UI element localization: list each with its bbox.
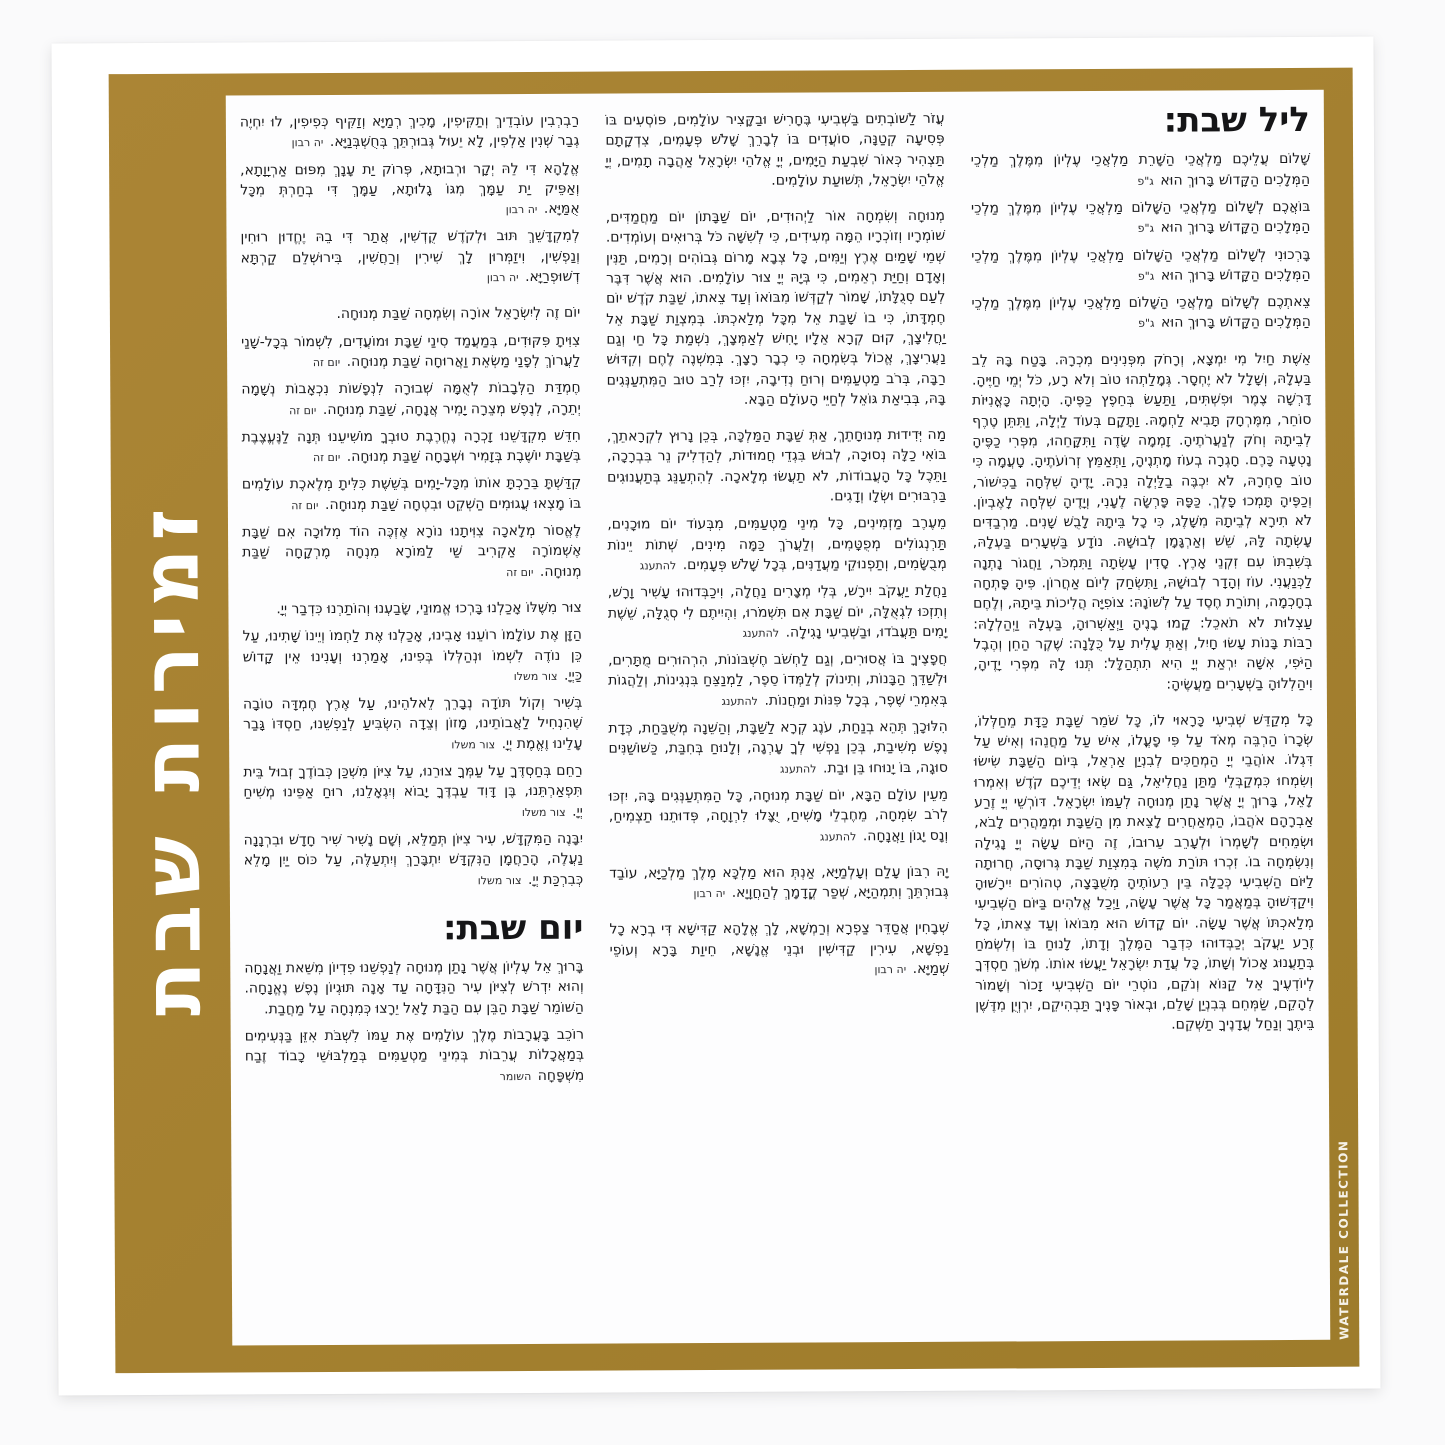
brand-label: WATERDALE COLLECTION: [1336, 1139, 1352, 1340]
refrain-label: להתענג: [639, 559, 680, 573]
stanza: נַחֲלַת יַעֲקֹב יִירָשׁ, בְּלִי מְצָרִים נַחֲלָה, וִיכַבְּדוּהוּ עָשִׁיר וָרָשׁ, וְתִזְכּוּ לִגְאֻלָּה, יוֹם שַׁבָּת אִם תִּשְׁמֹרוּ, וִהְיִיתֶם לִי סְגֻלָּה, שֵׁשֶׁת יָמִים תַּעֲבֹדוּ, וּבַשְּׁבִיעִי נָגִילָה. להתענג: [607, 583, 948, 641]
refrain-label: ג"פ: [1137, 269, 1158, 283]
column-left: [240, 104, 586, 1338]
refrain-label: צור משלו: [521, 805, 570, 819]
stanza: עֲזֹר לַשּׁוֹבְתִים בַּשְּׁבִיעִי בֶּחָרִישׁ וּבַקָּצִיר עוֹלָמִים, פּוֹסְעִים בּוֹ פְּסִיעָה קְטַנָּה, סוֹעֲדִים בּוֹ לְבָרֵךְ שָׁלֹשׁ פְּעָמִים, צִדְקָתָם תַּצְהִיר כְּאוֹר שִׁבְעַת הַיָּמִים, יְיָ אֱלֹהֵי יִשְׂרָאֵל אַהֲבָה תָמִים, יְיָ אֱלֹהֵי יִשְׂרָאֵל, תְּשׁוּעַת עוֹלָמִים.: [605, 110, 945, 189]
refrain-label: יום זה: [291, 498, 323, 512]
spine-title: זמירות שבת: [122, 499, 219, 1016]
stanza: קִדַּשְׁתָּ בֵּרַכְתָּ אוֹתוֹ מִכָּל-יָמִים בְּשֵׁשֶׁת כִּלִּיתָ מְלֶאכֶת עוֹלָמִים בּוֹ מָצְאוּ עֲגוּמִים הַשְׁקֵט וּבִטְחָה שַׁבַּת מְנוּחָה. יום זה: [241, 475, 582, 513]
stanza: בָּרְכוּנִי לְשָׁלוֹם מַלְאֲכֵי הַשָּׁלוֹם מַלְאֲכֵי עֶלְיוֹן מִמֶּלֶךְ מַלְכֵי הַמְּלָכִים הַקָּדוֹשׁ בָּרוּךְ הוּא ג"פ: [971, 246, 1311, 284]
refrain-label: יום זה: [289, 403, 320, 417]
refrain-label: להתענג: [721, 694, 762, 708]
stanza: כָּל מְקַדֵּשׁ שְׁבִיעִי כָּרָאוּי לוֹ, כָּל שֹׁמֵר שַׁבָּת כַּדָּת מֵחַלְּלוֹ, שְׂכָרוֹ הַרְבֵּה מְאֹד עַל פִּי פָעֳלוֹ, אִישׁ עַל מַחֲנֵהוּ וְאִישׁ עַל דִּגְלוֹ. אוֹהֲבֵי יְיָ הַמְחַכִּים לְבִנְיַן אַרְאֵל, בְּיוֹם הַשַּׁבָּת שִׂישׂוּ וְשִׂמְחוּ כִּמְקַבְּלֵי מַתַּן נַחֲלִיאֵל, גַּם שְׂאוּ יְדֵיכֶם קֹדֶשׁ וְאִמְרוּ לָאֵל, בָּרוּךְ יְיָ אֲשֶׁר נָתַן מְנוּחָה לְעַמּוֹ יִשְׂרָאֵל. דּוֹרְשֵׁי יְיָ זֶרַע אַבְרָהָם אֹהֲבוֹ, הַמְאַחֲרִים לָצֵאת מִן הַשַּׁבָּת וּמְמַהֲרִים לָבֹא, וּשְׂמֵחִים לְשָׁמְרוֹ וּלְעָרֵב עֵרוּבוֹ, זֶה הַיּוֹם עָשָׂה יְיָ נָגִילָה וְנִשְׂמְחָה בוֹ. זִכְרוּ תּוֹרַת מֹשֶׁה בְּמִצְוַת שַׁבָּת גְּרוּסָה, חֲרוּתָה לַיּוֹם הַשְּׁבִיעִי כְּכַלָּה בֵּין רֵעוֹתֶיהָ מְשֻׁבָּצָה, טְהוֹרִים יִירָשׁוּהָ וִיקַדְּשׁוּהָ בְּמַאֲמַר כָּל אֲשֶׁר עָשָׂה, וַיְכַל אֱלֹהִים בַּיּוֹם הַשְּׁבִיעִי מְלַאכְתּוֹ אֲשֶׁר עָשָׂה. יוֹם קָדוֹשׁ הוּא מִבּוֹאוֹ וְעַד צֵאתוֹ, כָּל זֶרַע יַעֲקֹב יְכַבְּדוּהוּ כִּדְבַר הַמֶּלֶךְ וְדָתוֹ, לָנוּחַ בּוֹ וְלִשְׂמֹחַ בְּתַעֲנוּג אָכוֹל וְשָׁתוֹ, כָּל עֲדַת יִשְׂרָאֵל יַעֲשׂוּ אוֹתוֹ. מְשֹׁךְ חַסְדְּךָ לְיוֹדְעֶיךָ אֵל קַנּוֹא וְנֹקֵם, נוֹטְרֵי יוֹם הַשְּׁבִיעִי זָכוֹר וְשָׁמוֹר לְהָקֵם, שַׂמְּחֵם בְּבִנְיַן שָׁלֵם, וּבְאוֹר פָּנֶיךָ תַּבְהִיקֵם, יִרְוְיֻן מִדֶּשֶׁן בֵּיתֶךָ וְנַחַל עֲדָנֶיךָ תַשְׁקֵם.: [973, 711, 1315, 1033]
stanza: לְמִקְדָּשֵׁךְ תּוּב וּלְקֹדֶשׁ קֻדְשִׁין, אֲתַר דִּי בֵהּ יֶחֱדוּן רוּחִין וְנַפְשִׁין, וִיזַמְּרוּן לָךְ שִׁירִין וְרַחֲשִׁין, בִּירוּשְׁלֵם קַרְתָּא דְשׁוּפְרַיָּא. יה רבון: [240, 228, 581, 286]
refrain-label: יה רבון: [291, 136, 327, 150]
stanza: יוֹם זֶה לְיִשְׂרָאֵל אוֹרָה וְשִׂמְחָה שַׁבַּת מְנוּחָה.: [336, 305, 581, 323]
stanza: חֲפָצֶיךָ בּוֹ אֲסוּרִים, וְגַם לַחְשֹׁב חֶשְׁבּוֹנוֹת, הִרְהוּרִים מֻתָּרִים, וּלְשַׁדֵּךְ הַבָּנוֹת, וְתִינוֹק לְלַמְּדוֹ סֵפֶר, לַמְנַצֵּחַ בִּנְגִינוֹת, וְלַהֲגוֹת בְּאִמְרֵי שֶׁפֶר, בְּכָל פִּנּוֹת וּמַחֲנוֹת. להתענג: [608, 650, 948, 709]
spine-title-strip: [110, 408, 231, 1109]
brand-mark: [1329, 1139, 1359, 1340]
stanza: אֱלָהָא דִּי לֵהּ יְקָר וּרְבוּתָא, פְּרוֹק יַת עָנָךְ מִפּוּם אַרְיָוָתָא, וְאַפֵּיק יַת עַמָּךְ מִגּוֹ גָלוּתָא, עַמָּךְ דִּי בְחַרְתְּ מִכָּל אֻמַּיָּא. יה רבון: [240, 160, 580, 218]
text-area: [226, 90, 1331, 1346]
refrain-label: השומר: [499, 1069, 535, 1083]
refrain-label: יה רבון: [874, 962, 910, 977]
refrain-label: ג"פ: [1138, 317, 1159, 331]
stanza: מַה יְּדִידוּת מְנוּחָתֵךְ, אַתְּ שַׁבָּת הַמַּלְכָּה, בְּכֵן נָרוּץ לִקְרָאתֵךְ, בּוֹאִי כַלָּה נְסוּכָה, לְבוּשׁ בִּגְדֵי חֲמוּדוֹת, לְהַדְלִיק נֵר בִּבְרָכָה, וַתֵּכֶל כָּל הָעֲבוֹדוֹת, לֹא תַעֲשׂוּ מְלָאכָה. לְהִתְעַנֵּג בְּתַעֲנוּגִים בַּרְבּוּרִים וּשְׂלָו וְדָגִים.: [606, 426, 947, 505]
refrain-label: יה רבון: [693, 887, 729, 901]
stanza: רַחֵם בְּחַסְדֶּךָ עַל עַמְּךָ צוּרֵנוּ, עַל צִיּוֹן מִשְׁכַּן כְּבוֹדֶךָ זְבוּל בֵּית תִּפְאַרְתֵּנוּ, בֶּן דָּוִד עַבְדֶּךָ יָבוֹא וְיִגְאָלֵנוּ, רוּחַ אַפֵּינוּ מְשִׁיחַ יְיָ. צור משלו: [243, 762, 583, 820]
refrain-label: יום זה: [506, 565, 537, 579]
stanza: צִוִּיתָ פִּקּוּדִים, בְּמַעֲמַד סִינַי שַׁבָּת וּמוֹעֲדִים, לִשְׁמוֹר בְּכָל-שָׁנַי לַעֲרוֹךְ לְפָנַי מַשְׂאֵת וַאֲרוּחָה שַׁבַּת מְנוּחָה. יום זה: [241, 332, 581, 370]
zemirot-card: [51, 37, 1380, 1396]
stanza: בְּשִׁיר וְקוֹל תּוֹדָה נְבָרֵךְ לֵאלֹהֵינוּ, עַל אֶרֶץ חֶמְדָּה טוֹבָה שֶׁהִנְחִיל לַאֲבוֹתֵינוּ, מָזוֹן וְצֵדָה הִשְׂבִּיעַ לְנַפְשֵׁנוּ, חַסְדּוֹ גָּבַר עָלֵינוּ וֶאֱמֶת יְיָ. צור משלו: [242, 694, 583, 752]
refrain-label: צור משלו: [513, 669, 562, 683]
section-header: יום שבת:: [442, 907, 584, 949]
stanza: צוּר מִשֶּׁלּוֹ אָכַלְנוּ בָּרְכוּ אֱמוּנַי, שָׂבַעְנוּ וְהוֹתַרְנוּ כִּדְבַר יְיָ.: [276, 599, 582, 618]
stanza: שְׁבָחִין אֲסַדֵּר צַפְרָא וְרַמְשָׁא, לָךְ אֱלָהָא קַדִּישָׁא דִּי בְרָא כָל נַפְשָׁא, עִירִין קַדִּישִׁין וּבְנֵי אֱנָשָׁא, חֵיוַת בָּרָא וְעוֹפֵי שְׁמַיָּא. יה רבון: [609, 920, 950, 977]
refrain-label: להתענג: [819, 829, 860, 843]
stanza: יִבָּנֶה הַמִּקְדָּשׁ, עִיר צִיּוֹן תְּמַלֵּא, וְשָׁם נָשִׁיר שִׁיר חָדָשׁ וּבִרְנָנָה נַעֲלֶה, הָרַחֲמָן הַנִּקְדָּשׁ יִתְבָּרַךְ וְיִתְעַלֶּה, עַל כּוֹס יַיִן מָלֵא כְּבִרְכַּת יְיָ. צור משלו: [243, 830, 584, 888]
stanza: אֵשֶׁת חַיִל מִי יִמְצָא, וְרָחֹק מִפְּנִינִים מִכְרָהּ. בָּטַח בָּהּ לֵב בַּעְלָהּ, וְשָׁלָל לֹא יֶחְסָר. גְּמָלַתְהוּ טוֹב וְלֹא רָע, כֹּל יְמֵי חַיֶּיהָ. דָּרְשָׁה צֶמֶר וּפִשְׁתִּים, וַתַּעַשׂ בְּחֵפֶץ כַּפֶּיהָ. הָיְתָה כָּאֳנִיּוֹת סוֹחֵר, מִמֶּרְחָק תָּבִיא לַחְמָהּ. וַתָּקָם בְּעוֹד לַיְלָה, וַתִּתֵּן טֶרֶף לְבֵיתָהּ וְחֹק לְנַעֲרֹתֶיהָ. זָמְמָה שָׂדֶה וַתִּקָּחֵהוּ, מִפְּרִי כַפֶּיהָ נָטְעָה כָּרֶם. חָגְרָה בְעוֹז מָתְנֶיהָ, וַתְּאַמֵּץ זְרוֹעֹתֶיהָ. טָעֲמָה כִּי טוֹב סַחְרָהּ, לֹא יִכְבֶּה בַלַּיְלָה נֵרָהּ. יָדֶיהָ שִׁלְּחָה בַכִּישׁוֹר, וְכַפֶּיהָ תָּמְכוּ פָלֶךְ. כַּפָּהּ פָּרְשָׂה לֶעָנִי, וְיָדֶיהָ שִׁלְּחָה לָאֶבְיוֹן. לֹא תִירָא לְבֵיתָהּ מִשָּׁלֶג, כִּי כָל בֵּיתָהּ לָבֻשׁ שָׁנִים. מַרְבַדִּים עָשְׂתָה לָּהּ, שֵׁשׁ וְאַרְגָּמָן לְבוּשָׁהּ. נוֹדָע בַּשְּׁעָרִים בַּעְלָהּ, בְּשִׁבְתּוֹ עִם זִקְנֵי אָרֶץ. סָדִין עָשְׂתָה וַתִּמְכֹּר, וַחֲגוֹר נָתְנָה לַכְּנַעֲנִי. עוֹז וְהָדָר לְבוּשָׁהּ, וַתִּשְׂחַק לְיוֹם אַחֲרוֹן. פִּיהָ פָּתְחָה בְחָכְמָה, וְתוֹרַת חֶסֶד עַל לְשׁוֹנָהּ: צוֹפִיָּה הֲלִיכוֹת בֵּיתָהּ, וְלֶחֶם עַצְלוּת לֹא תֹאכֵל: קָמוּ בָנֶיהָ וַיְאַשְּׁרוּהָ, בַּעְלָהּ וַיְהַלְלָהּ: רַבּוֹת בָּנוֹת עָשׂוּ חָיִל, וְאַתְּ עָלִית עַל כֻּלָּנָה: שֶׁקֶר הַחֵן וְהֶבֶל הַיֹּפִי, אִשָּׁה יִרְאַת יְיָ הִיא תִתְהַלָּל: תְּנוּ לָהּ מִפְּרִי יָדֶיהָ, וִיהַלְלוּהָ בַשְּׁעָרִים מַעֲשֶׂיהָ:: [971, 350, 1313, 693]
stanza: לֶאֱסוֹר מְלָאכָה צִוִּיתָנוּ נוֹרָא אֶזְכֶּה הוֹד מְלוּכָה אִם שַׁבָּת אֶשְׁמוֹרָה אַקְרִיב שַׁי לַמּוֹרָא מִנְחָה מֶרְקָחָה שַׁבַּת מְנוּחָה. יום זה: [242, 522, 582, 580]
stanza: מֵעֶרֶב מַזְמִינִים, כָּל מִינֵי מַטְעַמִּים, מִבְּעוֹד יוֹם מוּכָנִים, תַּרְנְגוֹלִים מְפֻטָּמִים, וְלַעֲרֹךְ כַּמָּה מִינִים, שְׁתוֹת יֵינוֹת מְבֻשָּׂמִים, וְתַפְנוּקֵי מַעֲדַנִּים, בְּכָל שָׁלֹשׁ פְּעָמִים. להתענג: [607, 515, 947, 574]
stanza: יָהּ רִבּוֹן עָלַם וְעָלְמַיָּא, אַנְתְּ הוּא מַלְכָּא מֶלֶךְ מַלְכַיָּא, עוֹבַד גְּבוּרְתֵּךְ וְתִמְהַיָּא, שְׁפַר קֳדָמָךְ לְהַחֲוָיָא. יה רבון: [609, 863, 949, 902]
refrain-label: צור משלו: [477, 873, 526, 887]
refrain-label: יום זה: [312, 451, 344, 465]
refrain-label: להתענג: [779, 762, 821, 776]
section-header: ליל שבת:: [1163, 99, 1310, 141]
stanza: בּוֹאֲכֶם לְשָׁלוֹם מַלְאֲכֵי הַשָּׁלוֹם מַלְאֲכֵי עֶלְיוֹן מִמֶּלֶךְ מַלְכֵי הַמְּלָכִים הַקָּדוֹשׁ בָּרוּךְ הוּא ג"פ: [970, 198, 1311, 236]
columns: [240, 100, 1316, 1338]
stanza: בָּרוּךְ אֵל עֶלְיוֹן אֲשֶׁר נָתַן מְנוּחָה לְנַפְשֵׁנוּ פִדְיוֹן מִשֵּׁאת וַאֲנָחָה וְהוּא יִדְרשׁ לְצִיּוֹן עִיר הַנִּדָּחָה עַד אָנָה תּוּגְיוֹן נֶפֶשׁ נֶאֱנָחָה. הַשּׁוֹמֵר שַׁבָּת הַבֵּן עִם הַבַּת לָאֵל יֵרָצוּ כְּמִנְחָה עַל מַחֲבַת.: [244, 958, 584, 1018]
stanza: רוֹכֵב בָּעֲרָבוֹת מֶלֶךְ עוֹלָמִים אֶת עַמּוֹ לִשְׁבֹּת אִזֵּן בַּנְּעִימִים בְּמַאֲכָלוֹת עֲרֵבוֹת בְּמִינֵי מַטְעַמִּים בְּמַלְבּוּשֵׁי כָבוֹד זֶבַח מִשְׁפָּחָה השומר: [244, 1026, 585, 1084]
stanza: הַזָּן אֶת עוֹלָמוֹ רוֹעֵנוּ אָבִינוּ, אָכַלְנוּ אֶת לַחְמוֹ וְיֵינוֹ שָׁתִינוּ, עַל כֵּן נוֹדֶה לִשְׁמוֹ וּנְהַלְּלוֹ בְּפִינוּ, אָמַרְנוּ וְעָנִינוּ אֵין קָדוֹשׁ כַּיְיָ. צור משלו: [242, 626, 583, 684]
stanza: חֶמְדַּת הַלְּבָבוֹת לְאֻמָּה שְׁבוּרָה לִנְפָשׁוֹת נִכְאָבוֹת נְשָׁמָה יְתֵרָה, לְנֶפֶשׁ מְצֵרָה יָמִיר אֲנָחָה, שַׁבַּת מְנוּחָה. יום זה: [241, 379, 581, 418]
stanza: רַבְרְבִין עוֹבְדֵיךְ וְתַקִּיפִין, מָכִיךְ רְמַיָּא וְזַקִּיף כְּפִיפִין, לוּ יִחְיֶה גְבַר שְׁנִין אַלְפִין, לָא יֵעוּל גְּבוּרְתֵּךְ בְּחֻשְׁבְּנַיָּא. יה רבון: [239, 112, 580, 151]
column-middle: [605, 102, 951, 1336]
stanza: חִדֵּשׁ מִקְדָּשֵׁנוּ זָכְרָה נֶחֱרֶבֶת טוּבְךָ מוֹשִׁיעֵנוּ תְּנָה לַנֶּעֱצֶבֶת בְּשַׁבָּת יוֹשֶׁבֶת בְּזָמִיר וּשְׁבָחָה שַׁבַּת מְנוּחָה. יום זה: [241, 427, 582, 466]
refrain-label: ג"פ: [1137, 221, 1158, 236]
refrain-label: יה רבון: [486, 271, 523, 285]
stanza: צֵאתְכֶם לְשָׁלוֹם מַלְאֲכֵי הַשָּׁלוֹם מַלְאֲכֵי עֶלְיוֹן מִמֶּלֶךְ מַלְכֵי הַמְּלָכִים הַקָּדוֹשׁ בָּרוּךְ הוּא ג"פ: [971, 294, 1311, 332]
refrain-label: יה רבון: [505, 203, 541, 217]
refrain-label: יום זה: [312, 355, 344, 370]
refrain-label: להתענג: [742, 626, 783, 640]
stanza: הִלּוּכָךְ תְּהֵא בְנַחַת, עֹנֶג קְרָא לַשַּׁבָּת, וְהַשֵּׁנָה מְשֻׁבַּחַת, כְּדָת נֶפֶשׁ מְשִׁיבַת, בְּכֵן נַפְשִׁי לְךָ עָרְגָה, וְלָנוּחַ בְּחִבַּת, כַּשּׁוֹשַׁנִּים סוּגָה, בּוֹ יָנוּחוּ בֵּן וּבַת. להתענג: [608, 718, 948, 777]
gold-frame: [109, 68, 1360, 1373]
refrain-label: ג"פ: [1137, 174, 1158, 188]
stanza: מְנוּחָה וְשִׂמְחָה אוֹר לַיְהוּדִים, יוֹם שַׁבָּתוֹן יוֹם מַחֲמַדִּים, שׁוֹמְרָיו וְזוֹכְרָיו הֵמָּה מְעִידִים, כִּי לְשִׁשָּׁה כֹּל בְּרוּאִים וְעוֹמְדִים. שְׁמֵי שָׁמַיִם אֶרֶץ וְיַמִּים, כָּל צְבָא מָרוֹם גְּבוֹהִים וְרָמִים, תַּנִּין וְאָדָם וְחַיַּת רְאֵמִים, כִּי בְּיָהּ יְיָ צוּר עוֹלָמִים. הוּא אֲשֶׁר דִּבֶּר לְעַם סְגֻלָּתוֹ, שָׁמוֹר לְקַדְּשׁוֹ מִבּוֹאוֹ וְעַד צֵאתוֹ, שַׁבַּת קֹדֶשׁ יוֹם חֶמְדָּתוֹ, כִּי בוֹ שָׁבַת אֵל מִכָּל מְלַאכְתּוֹ. בְּמִצְוַת שַׁבָּת אֵל יַחֲלִיצָךְ, קוּם קְרָא אֵלָיו יָחִישׁ לְאַמְּצָךְ, נִשְׁמַת כָּל חַי וְגַם נַעֲרִיצָךְ, אֱכוֹל בְּשִׂמְחָה כִּי כְבָר רָצָךְ. בְּמִשְׁנֶה לֶחֶם וְקִדּוּשׁ רַבָּה, בְּרֹב מַטְעַמִּים וְרוּחַ נְדִיבָה, יִזְכּוּ לְרַב טוּב הַמִּתְעַנְּגִים בָּהּ, בְּבִיאַת גּוֹאֵל לְחַיֵּי הָעוֹלָם הַבָּא.: [605, 207, 947, 408]
column-right: [970, 100, 1316, 1334]
stanza: מֵעֵין עוֹלָם הַבָּא, יוֹם שַׁבָּת מְנוּחָה, כָּל הַמִּתְעַנְּגִים בָּהּ, יִזְכּוּ לְרֹב שִׂמְחָה, מֵחֶבְלֵי מָשִׁיחַ, יֻצָּלוּ לִרְוָחָה, פְּדוּתֵנוּ תַצְמִיחַ, וְנָס יָגוֹן וַאֲנָחָה. להתענג: [608, 786, 949, 844]
stanza: שָׁלוֹם עֲלֵיכֶם מַלְאֲכֵי הַשָּׁרֵת מַלְאֲכֵי עֶלְיוֹן מִמֶּלֶךְ מַלְכֵי הַמְּלָכִים הַקָּדוֹשׁ בָּרוּךְ הוּא ג"פ: [970, 151, 1311, 189]
refrain-label: צור משלו: [451, 737, 499, 752]
